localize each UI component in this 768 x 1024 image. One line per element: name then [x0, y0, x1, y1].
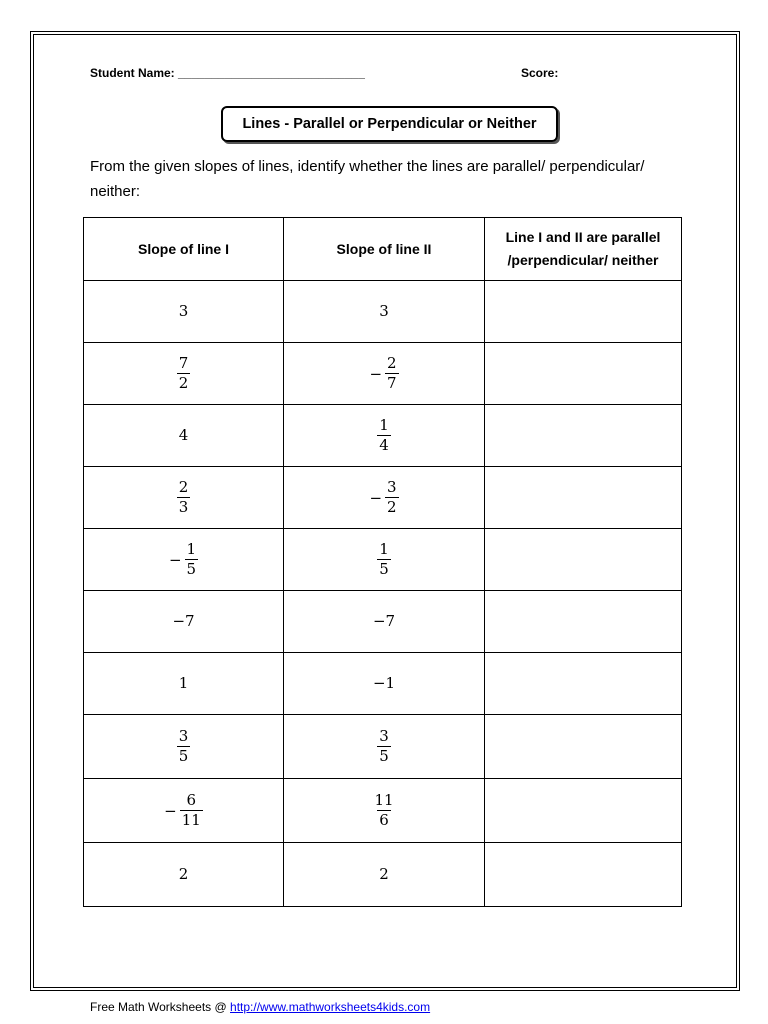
slope-line-2-cell: [284, 779, 485, 843]
slope-line-1-cell: [84, 653, 284, 715]
numerator: 3: [379, 302, 389, 320]
header-answer: Line I and II are parallel /perpendicular/ neither: [485, 218, 682, 281]
slope-value: [371, 612, 397, 631]
answer-cell[interactable]: [485, 653, 682, 715]
answer-cell[interactable]: [485, 405, 682, 467]
numerator: 3: [178, 302, 189, 320]
table-row: [84, 779, 682, 843]
slope-line-2-cell: [284, 405, 485, 467]
slope-value: [177, 674, 191, 693]
header-slope-line-1: Slope of line I: [84, 218, 284, 281]
slope-value: [377, 540, 391, 579]
slope-value: [377, 727, 391, 766]
numerator: 1: [379, 540, 389, 558]
denominator: 4: [379, 436, 389, 454]
minus-sign: −: [369, 364, 383, 383]
numerator: 11: [374, 791, 394, 809]
numerator: 3: [379, 727, 389, 745]
answer-cell[interactable]: [485, 843, 682, 907]
slope-line-1-cell: [84, 779, 284, 843]
slope-line-1-cell: [84, 281, 284, 343]
numerator: 2: [178, 865, 189, 883]
slope-line-1-cell: [84, 405, 284, 467]
numerator: 6: [186, 791, 197, 809]
slope-line-1-cell: [84, 467, 284, 529]
slope-value: [371, 674, 397, 693]
answer-cell[interactable]: [485, 591, 682, 653]
fraction: [377, 865, 391, 884]
table-row: [84, 591, 682, 653]
table-row: [84, 343, 682, 405]
numerator: 2: [379, 865, 389, 883]
fraction: [372, 791, 395, 830]
fraction: [177, 727, 191, 766]
table-row: [84, 715, 682, 779]
slope-line-2-cell: [284, 343, 485, 405]
numerator: −7: [372, 612, 396, 630]
denominator: 2: [178, 374, 189, 392]
fraction: [385, 354, 399, 393]
slope-value: [177, 478, 191, 517]
numerator: 1: [178, 674, 189, 692]
slope-line-2-cell: [284, 843, 485, 907]
numerator: 1: [379, 416, 389, 434]
slope-value: [377, 302, 391, 321]
slope-value: [170, 612, 196, 631]
worksheet-title-text: Lines - Parallel or Perpendicular or Neither: [242, 116, 537, 132]
slope-line-2-cell: [284, 653, 485, 715]
answer-cell[interactable]: [485, 467, 682, 529]
denominator: 11: [181, 811, 201, 829]
answer-cell[interactable]: [485, 529, 682, 591]
slope-value: [377, 416, 391, 455]
fraction: [177, 478, 191, 517]
numerator: 2: [178, 478, 189, 496]
minus-sign: −: [369, 488, 383, 507]
student-name-label: Student Name: ____________________________: [90, 66, 365, 80]
answer-cell[interactable]: [485, 715, 682, 779]
fraction: [177, 354, 191, 393]
answer-cell[interactable]: [485, 281, 682, 343]
fraction: [385, 478, 399, 517]
slope-line-2-cell: [284, 529, 485, 591]
table-header-row: [84, 218, 682, 281]
fraction: [170, 612, 196, 631]
table-row: [84, 281, 682, 343]
slope-line-2-cell: [284, 467, 485, 529]
fraction: [371, 612, 397, 631]
fraction: [377, 540, 391, 579]
denominator: 5: [379, 747, 389, 765]
table-row: [84, 653, 682, 715]
minus-sign: −: [168, 550, 182, 569]
slope-value: [369, 354, 398, 393]
fraction: [377, 416, 391, 455]
denominator: 5: [379, 560, 389, 578]
numerator: 3: [387, 478, 397, 496]
slope-value: [169, 540, 198, 579]
table-row: [84, 529, 682, 591]
worksheet-title: [221, 106, 558, 142]
footer-prefix: Free Math Worksheets @: [90, 1000, 231, 1014]
fraction: [377, 302, 391, 321]
slope-value: [177, 865, 191, 884]
numerator: 1: [186, 540, 197, 558]
header-slope-line-2: Slope of line II: [284, 218, 485, 281]
numerator: 3: [178, 727, 189, 745]
slope-value: [164, 791, 203, 830]
fraction: [185, 540, 199, 579]
numerator: −7: [172, 612, 195, 630]
denominator: 2: [387, 498, 397, 516]
instructions: From the given slopes of lines, identify whether the lines are parallel/ perpendicular/ neither:: [90, 158, 645, 200]
slope-line-1-cell: [84, 591, 284, 653]
slope-value: [369, 478, 398, 517]
numerator: 7: [178, 354, 189, 372]
answer-cell[interactable]: [485, 343, 682, 405]
fraction: [177, 426, 191, 445]
table-row: [84, 843, 682, 907]
denominator: 5: [186, 560, 197, 578]
slope-line-2-cell: [284, 591, 485, 653]
table-row: [84, 467, 682, 529]
slope-line-1-cell: [84, 343, 284, 405]
numerator: 4: [178, 426, 189, 444]
fraction: [371, 674, 397, 693]
slope-value: [372, 791, 395, 830]
table-row: [84, 405, 682, 467]
slope-line-1-cell: [84, 843, 284, 907]
slope-value: [177, 302, 191, 321]
footer: [90, 1000, 430, 1014]
denominator: 7: [387, 374, 397, 392]
slopes-table: [83, 217, 682, 907]
numerator: −1: [372, 674, 396, 692]
slope-value: [177, 354, 191, 393]
fraction: [180, 791, 203, 830]
fraction: [377, 727, 391, 766]
score-label: Score:: [521, 66, 559, 80]
fraction: [177, 674, 191, 693]
slope-value: [177, 426, 191, 445]
slope-line-2-cell: [284, 715, 485, 779]
slope-line-1-cell: [84, 715, 284, 779]
minus-sign: −: [164, 801, 177, 820]
numerator: 2: [387, 354, 397, 372]
denominator: 6: [379, 811, 389, 829]
slope-value: [177, 727, 191, 766]
answer-cell[interactable]: [485, 779, 682, 843]
footer-link[interactable]: http://www.mathworksheets4kids.com: [230, 1000, 431, 1014]
slope-line-1-cell: [84, 529, 284, 591]
fraction: [177, 302, 191, 321]
denominator: 5: [178, 747, 189, 765]
fraction: [177, 865, 191, 884]
denominator: 3: [178, 498, 189, 516]
slope-line-2-cell: [284, 281, 485, 343]
slope-value: [377, 865, 391, 884]
